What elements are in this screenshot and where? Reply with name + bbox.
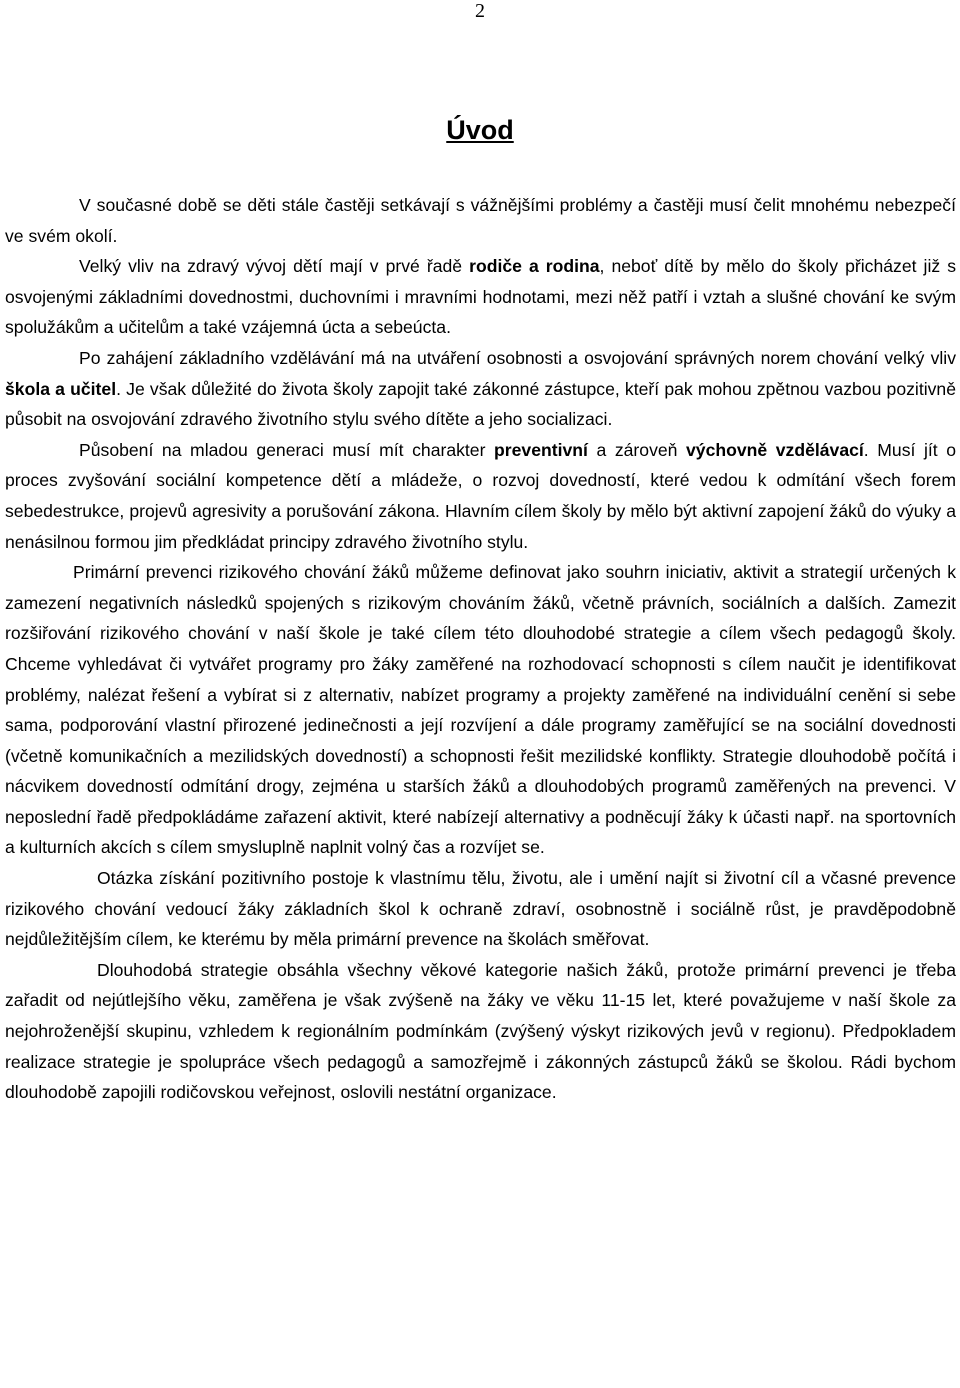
bold-text: škola a učitel: [5, 378, 117, 399]
page-number: 2: [475, 0, 485, 22]
paragraph-text: Působení na mladou generaci musí mít charakter: [79, 439, 495, 460]
paragraph-text: Po zahájení základního vzdělávání má na utváření osobnosti a osvojování správných norem chování velký vliv: [79, 347, 956, 368]
paragraph-text: , neboť dítě by mělo do školy přicházet již s osvojenými základními dovednostmi, duchovními i mravními hodnotami, mezi něž patří i vztah a slušné chování ke svým spolužákům a učitelům a také vzájemná úcta a sebeúcta.: [5, 256, 956, 338]
paragraph-3: [5, 343, 956, 435]
paragraph-text: V současné době se děti stále častěji setkávají s vážnějšími problémy a častěji musí čelit mnohému nebezpečí ve svém okolí.: [5, 195, 956, 246]
paragraph-text: Dlouhodobá strategie obsáhla všechny věkové kategorie našich žáků, protože primární prevenci je třeba zařadit od nejútlejšího věku, zaměřena je však zvýšeně na žáky ve věku 11-15 let, které považujeme v naší škole za nejohroženější skupinu, vzhledem k regionálním podmínkám (zvýšený výskyt rizikových jevů v regionu). Předpokladem realizace strategie je spolupráce všech pedagogů a samozřejmě i zákonných zástupců žáků se školou. Rádi bychom dlouhodobě zapojili rodičovskou veřejnost, oslovili nestátní organizace.: [5, 959, 956, 1103]
paragraph-text: . Je však důležité do života školy zapojit také zákonné zástupce, kteří pak mohou zpětnou vazbou pozitivně působit na osvojování zdravého životního stylu svého dítěte a jeho socializaci.: [5, 378, 956, 430]
paragraph-7: [5, 955, 956, 1108]
paragraph-5: [5, 557, 956, 863]
paragraph-2: [5, 251, 956, 343]
document-body: [5, 190, 956, 1108]
paragraph-text: a zároveň: [587, 439, 687, 460]
paragraph-text: . Musí jít o proces zvyšování sociální kompetence dětí a mládeže, o rozvoj dovedností, které vedou k odmítání všech forem sebedestrukce, projevů agresivity a porušování zákona. Hlavním cílem školy by mělo být aktivní zapojení žáků do výuky a nenásilnou formou jim předkládat principy zdravého životního stylu.: [5, 439, 957, 552]
paragraph-4: [5, 435, 956, 557]
paragraph-1: [5, 190, 956, 251]
paragraph-text: Otázka získání pozitivního postoje k vlastnímu tělu, životu, ale i umění najít si životní cíl a včasné prevence rizikového chování vedoucí žáky základních škol k ochraně zdraví, osobnostně i sociálně růst, je pravděpodobně nejdůležitějším cílem, ke kterému by měla primární prevence na školách směřovat.: [5, 868, 956, 950]
bold-text: rodiče a rodina: [469, 256, 600, 277]
bold-text: preventivní: [494, 439, 588, 460]
paragraph-6: [5, 863, 956, 955]
paragraph-text: Primární prevenci rizikového chování žáků můžeme definovat jako souhrn iniciativ, aktivit a strategií určených k zamezení negativních následků spojených s rizikovým chováním žáků, včetně právních, sociálních a dalších. Zamezit rozšiřování rizikového chování v naší škole je také cílem této dlouhodobé strategie a cílem všech pedagogů školy. Chceme vyhledávat či vytvářet programy pro žáky zaměřené na rozhodovací schopnosti s cílem naučit je identifikovat problémy, nalézat řešení a vybírat si z alternativ, nabízet programy a projekty zaměřené na individuální cenění si sebe sama, podporování vlastní přirozené jedinečnosti a její rozvíjení a dále programy zaměřující se na sociální dovednosti (včetně komunikačních a mezilidských dovedností) a schopnosti řešit mezilidské konflikty. Strategie dlouhodobě počítá i nácvikem dovedností odmítání drogy, zejména u starších žáků a dlouhodobých programů zaměřených na prevenci. V neposlední řadě předpokládáme zařazení aktivit, které nabízejí alternativy a podněcují žáky k účasti např. na sportovních a kulturních akcích s cílem smysluplně naplnit volný čas a rozvíjet se.: [5, 562, 956, 858]
bold-text: výchovně vzdělávací: [686, 439, 864, 460]
page-title: Úvod: [446, 115, 514, 145]
paragraph-text: Velký vliv na zdravý vývoj dětí mají v prvé řadě: [79, 256, 470, 277]
